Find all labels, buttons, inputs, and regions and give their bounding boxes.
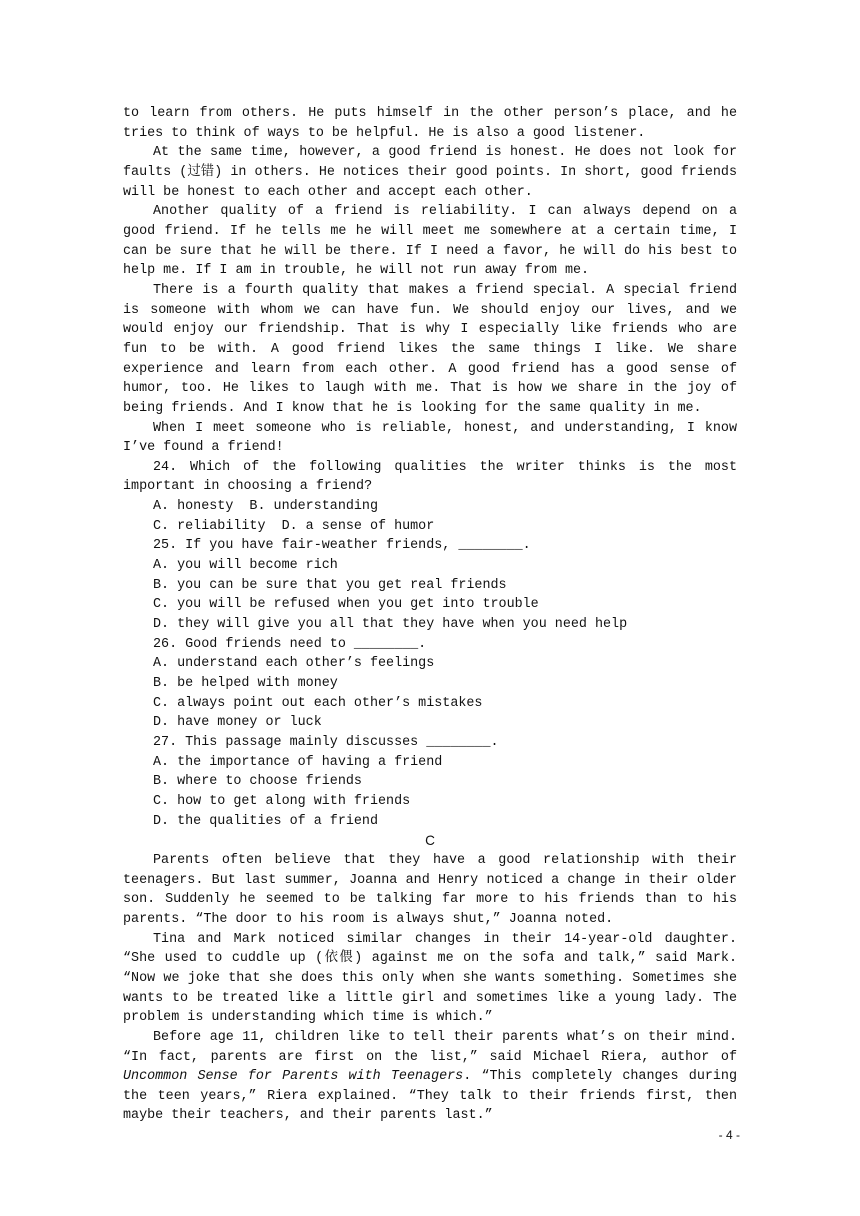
question-option: B. you can be sure that you get real friends bbox=[153, 577, 507, 593]
question-stem: 24. Which of the following qualities the writer thinks is the most important in choosing a friend? bbox=[123, 459, 737, 495]
page-number: - 4 - bbox=[718, 1128, 740, 1142]
question-option: C. reliability D. a sense of humor bbox=[153, 518, 435, 534]
question-option: B. be helped with money bbox=[153, 676, 338, 692]
passage-c-paragraph-2: Tina and Mark noticed similar changes in their 14-year-old daughter. “She used to cuddle up (依偎) against me on the sofa and talk,” said Mark. “Now we joke that she does this only when she wants something. Sometimes she wants to be treated like a little girl and sometimes like a young lady. The problem is understanding which time is which.” bbox=[123, 931, 737, 1026]
question-option: C. how to get along with friends bbox=[153, 793, 411, 809]
book-title: Uncommon Sense for Parents with Teenagers bbox=[123, 1069, 464, 1085]
question-stem: 25. If you have fair-weather friends, ________. bbox=[153, 538, 531, 554]
passage-c-paragraph-1: Parents often believe that they have a good relationship with their teenagers. But last summer, Joanna and Henry noticed a change in their older son. Suddenly he seemed to be talking far more to his friends than to his parents. “The door to his room is always shut,” Joanna noted. bbox=[123, 852, 737, 927]
passage-c-paragraph-3 bbox=[123, 1028, 737, 1126]
question-stem: 27. This passage mainly discusses ________. bbox=[153, 735, 499, 750]
document-page bbox=[123, 104, 737, 1126]
question-option: C. you will be refused when you get into trouble bbox=[153, 597, 539, 613]
question-stem: 26. Good friends need to ________. bbox=[153, 636, 427, 652]
question-25 bbox=[123, 536, 737, 634]
question-option: D. the qualities of a friend bbox=[153, 813, 378, 829]
paragraph-text: . “This completely changes during the teen years,” Riera explained. “They talk to their friends first, then maybe their teachers, and their parents last.” bbox=[123, 1069, 737, 1124]
passage-b-paragraph-4: There is a fourth quality that makes a friend special. A special friend is someone with whom we can have fun. We should enjoy our lives, and we would enjoy our friendship. That is why I especially like friends who are fun to be with. A good friend likes the same things I like. We share experience and learn from each other. A good friend has a good sense of humor, too. He likes to laugh with me. That is how we share in the joy of being friends. And I know that he is looking for the same quality in me. bbox=[123, 282, 737, 416]
paragraph-text: Before age 11, children like to tell their parents what’s on their mind. “In fact, parents are first on the list,” said Michael Riera, author of bbox=[123, 1029, 737, 1065]
passage-c-heading: C bbox=[425, 833, 435, 849]
question-26 bbox=[123, 635, 737, 733]
question-27 bbox=[123, 733, 737, 831]
passage-b-paragraph-5: When I meet someone who is reliable, honest, and understanding, I know I’ve found a friend! bbox=[123, 420, 737, 456]
passage-b-paragraph-3: Another quality of a friend is reliability. I can always depend on a good friend. If he tells me he will meet me somewhere at a certain time, I can be sure that he will be there. If I need a favor, he will do his best to help me. If I am in trouble, he will not run away from me. bbox=[123, 204, 737, 279]
question-option: A. the importance of having a friend bbox=[153, 754, 443, 770]
question-option: C. always point out each other’s mistakes bbox=[153, 695, 483, 711]
question-24 bbox=[123, 458, 737, 537]
question-option: A. honesty B. understanding bbox=[153, 499, 378, 515]
question-option: A. understand each other’s feelings bbox=[153, 656, 435, 672]
passage-b-paragraph-1-tail: to learn from others. He puts himself in the other person’s place, and he tries to think of ways to be helpful. He is also a good listener. bbox=[123, 106, 737, 141]
question-option: D. they will give you all that they have when you need help bbox=[153, 617, 628, 633]
question-option: A. you will become rich bbox=[153, 558, 338, 574]
question-option: D. have money or luck bbox=[153, 715, 322, 731]
passage-b-paragraph-2: At the same time, however, a good friend is honest. He does not look for faults (过错) in others. He notices their good points. In short, good friends will be honest to each other and accept each other. bbox=[123, 145, 737, 200]
question-option: B. where to choose friends bbox=[153, 774, 362, 790]
